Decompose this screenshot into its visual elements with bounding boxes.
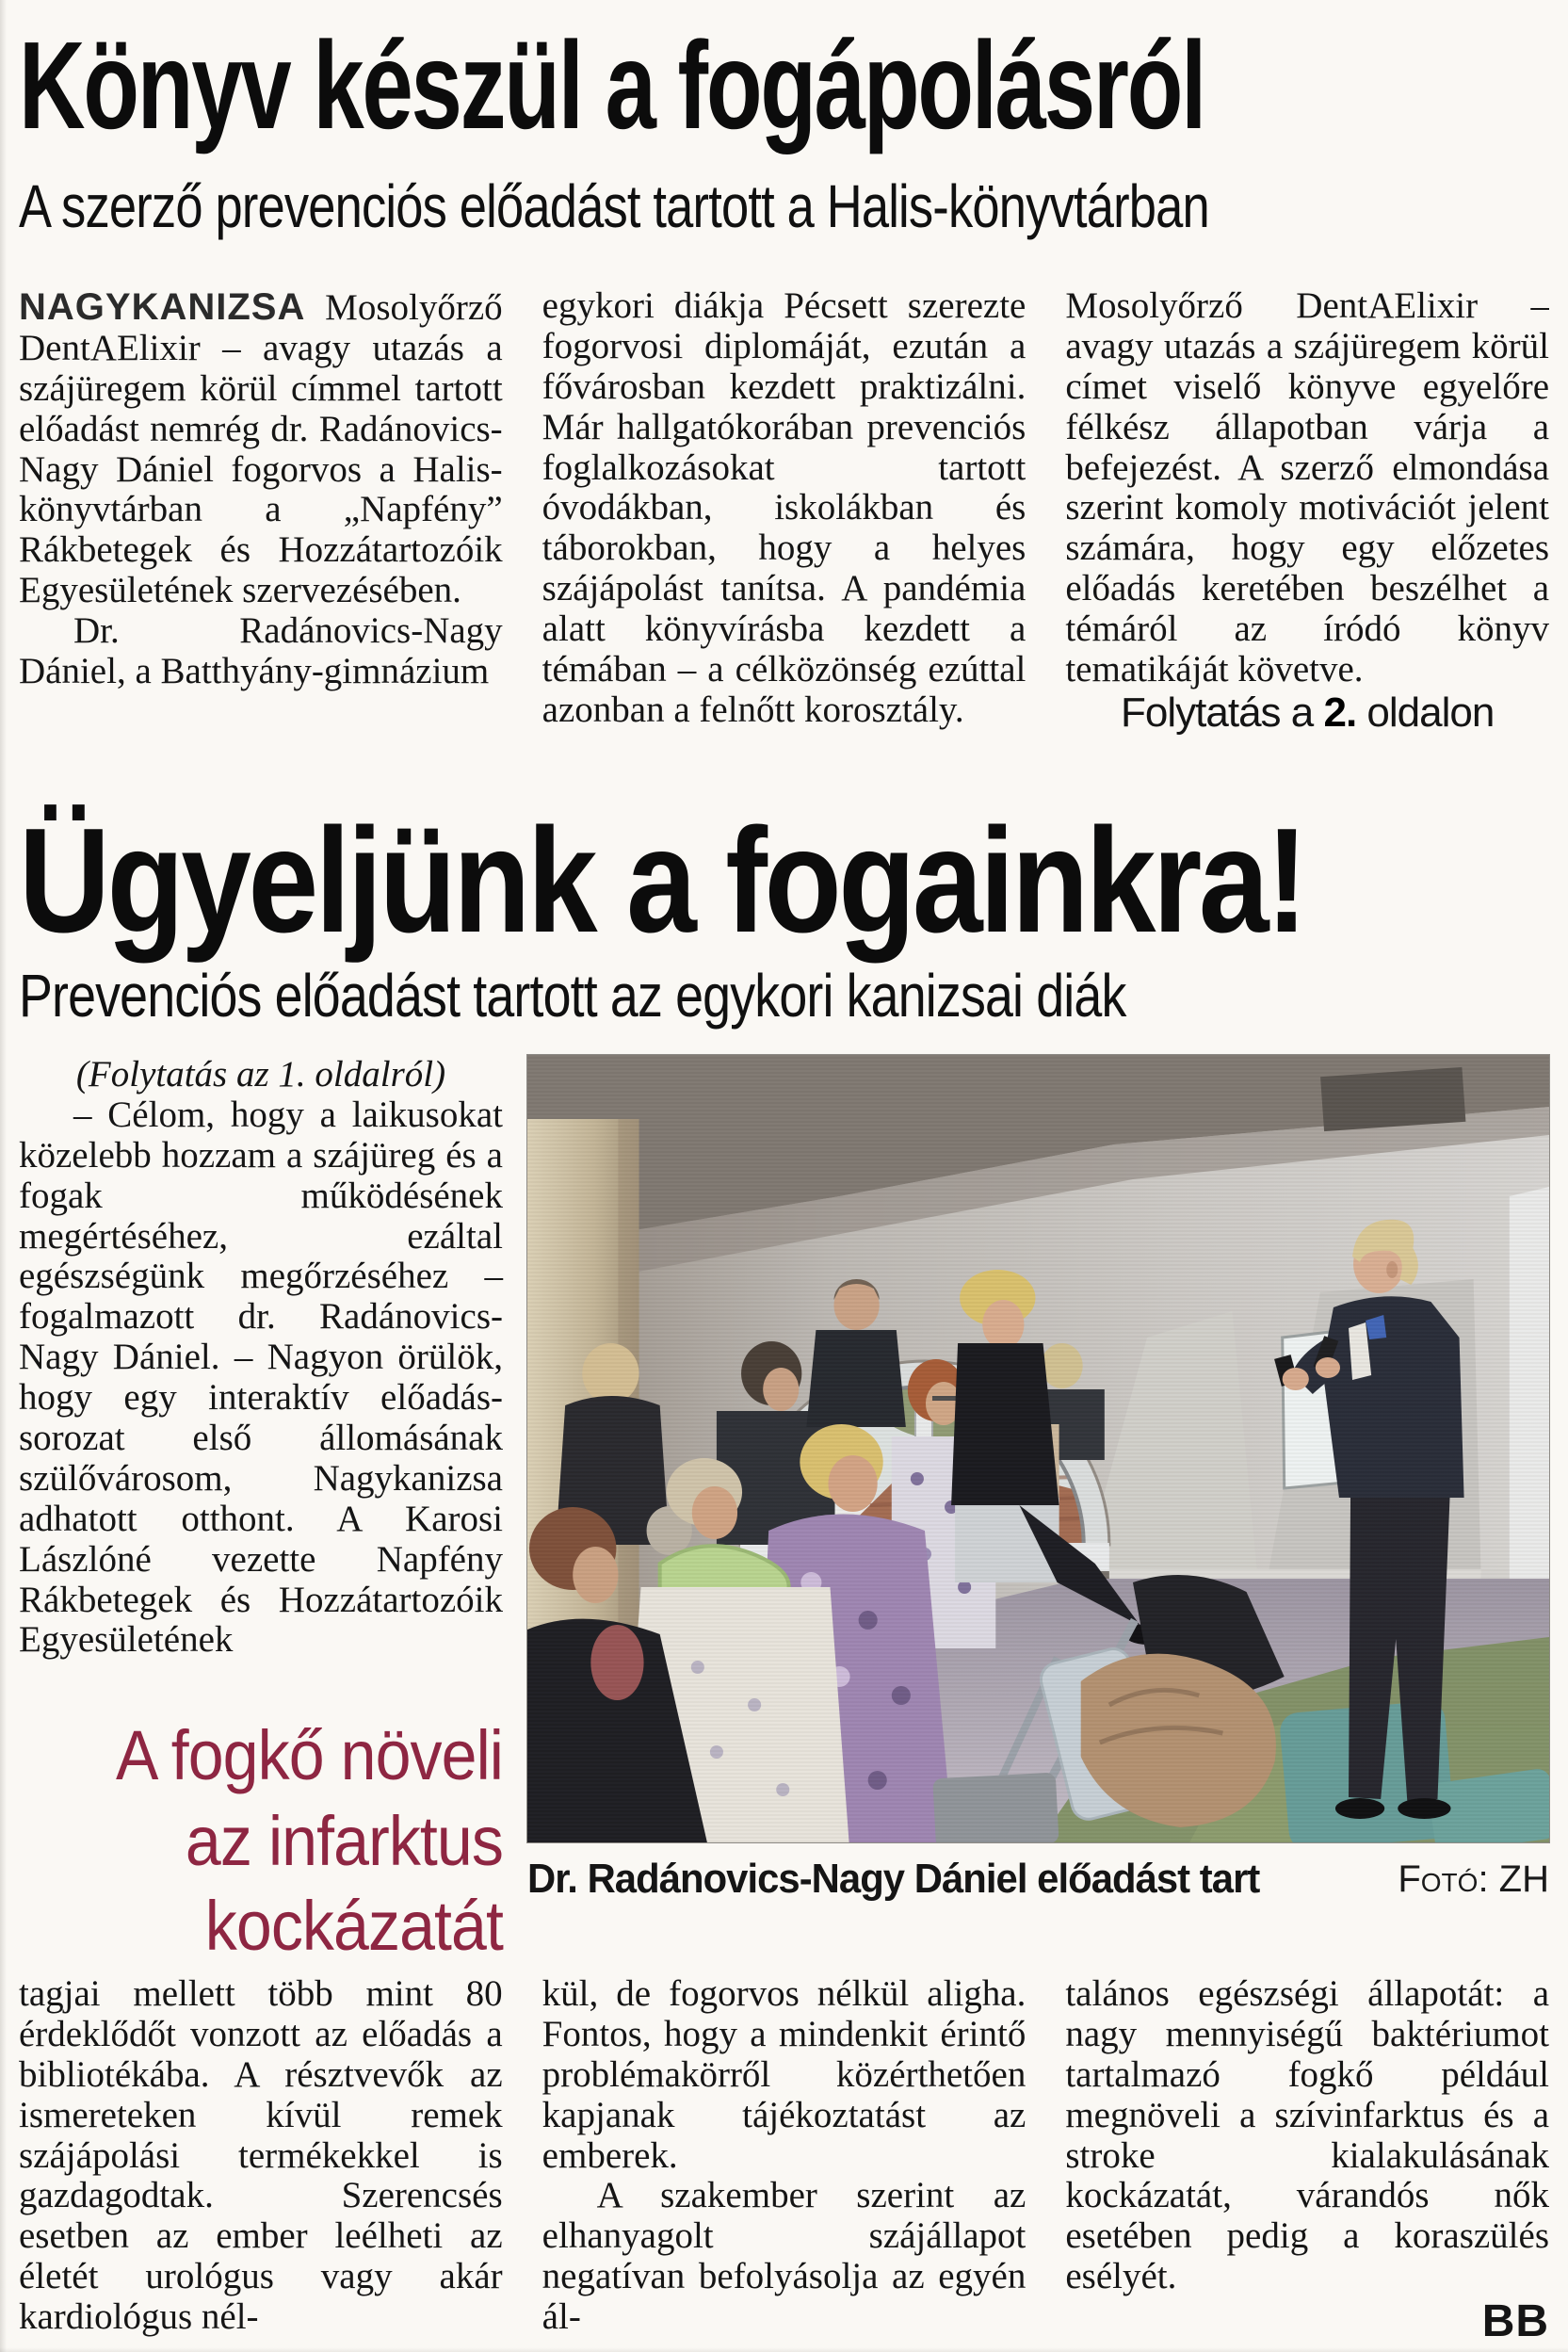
article1-headline: Könyv készül a fogápolásról [19,16,1205,154]
article1-subheadline-row [19,171,1549,243]
pull-quote [19,1713,503,1969]
author-initials: BB [1481,2296,1550,2347]
pull-quote-line: az infarktus [185,1801,503,1880]
article2-bottom-column-1 [19,1974,503,2351]
article2-subheadline: Prevenciós előadást tartott az egykori kanizsai diák [19,962,1126,1030]
continuation-page-number: 2. [1323,689,1357,736]
pull-quote-line: kockázatát [204,1886,503,1965]
article2-bottom-columns [19,1974,1549,2351]
article1-column-2 [542,286,1026,769]
paragraph: – Célom, hogy a laikusokat közelebb hozzam a szájüreg és a fogak működésének megértéséhez, ezáltal egészségünk megőrzéséhez – fogalmazott dr. Radánovics-Nagy Dániel. – Nagyon örülök, hogy egy interaktív előadás-sorozat első állomásának szülővárosom, Nagykanizsa adhatott otthont. A Karosi Lászlóné vezette Napfény Rákbetegek és Hozzátartozóik Egyesületének [19,1094,503,1661]
continuation-text: Folytatás a [1121,689,1324,736]
article2-body-row [19,1054,1549,1965]
lecture-photo [527,1055,1549,1842]
pull-quote-line: A fogkő növeli [115,1716,503,1795]
article2-column-1 [19,1054,503,1965]
paragraph: kül, de fogorvos nélkül aligha. Fontos, hogy a mindenkit érintő problémakörről közérthetően kapjanak tájékoztatást az emberek. [542,1974,1026,2176]
paragraph: Mosolyőrző DentAElixir – avagy utazás a szájüregem körül címet viselő könyve egyelőre félkész állapotban várja a befejezést. A szerző elmondása szerint komoly motivációt jelent számára, hogy egy előzetes előadás keretében beszélhet a témáról az íródó könyv tematikáját követve. [1065,286,1550,690]
article2-bottom-column-3 [1065,1974,1549,2351]
paragraph: Dr. Radánovics-Nagy Dániel, a Batthyány-gimnázium [19,610,503,692]
photo-block [527,1055,1549,1931]
article1-column-1 [19,286,503,769]
photo-caption-bar [527,1842,1549,1916]
paragraph: talános egészségi állapotát: a nagy mennyiségű baktériumot tartalmazó fogkő például megnöveli a szívinfarktus és a stroke kialakulásának kockázatát, várandós nők esetében pedig a koraszülés esélyét. [1065,1974,1550,2297]
paragraph: A szakember szerint az elhanyagolt szájállapot negatívan befolyásolja az egyén ál- [542,2175,1026,2338]
article2-subheadline-row [19,961,1549,1040]
article2-headline-row [19,798,1549,964]
article1-column-3 [1065,286,1549,769]
article1-columns [19,286,1549,769]
article1-lead-paragraph [19,286,503,611]
lead-text: Mosolyőrző DentAElixir – avagy utazás a szájüregem körül címmel tartott előadást nemrég dr. Radánovics-Nagy Dániel fogorvos a Halis-könyvtárban a „Napfény” Rákbetegek és Hozzátartozóik Egyesületének szervezésében. [19,287,503,611]
article1-headline-row [19,16,1549,162]
paragraph: egykori diákja Pécsett szerezte fogorvosi diplomáját, ezután a fővárosban kezdett praktizálni. Már hallgatókorában prevenciós foglalkozásokat tartott óvodákban, iskolákban és táborokban, hogy a helyes szájápolást tanítsa. A pandémia alatt könyvírásba kezdett a témában – a célközönség ezúttal azonban a felnőtt korosztály. [542,286,1026,730]
continued-from-note: (Folytatás az 1. oldalról) [75,1054,446,1095]
grey-chair [932,1773,1059,1842]
continuation-note [1065,690,1549,736]
photo-caption: Dr. Radánovics-Nagy Dániel előadást tart [527,1856,1260,1902]
paragraph: tagjai mellett több mint 80 érdeklődőt vonzott az előadás a bibliotékába. A résztvevők az ismereteken kívül remek szájápolási termékekkel is gazdagodtak. Szerencsés esetben az ember leélheti az életét urológus vagy akár kardiológus nél- [19,1974,503,2338]
article2-bottom-column-2 [542,1974,1026,2351]
photo-credit: Fotó: ZH [1398,1857,1549,1900]
article2-headline: Ügyeljünk a fogainkra! [19,798,1305,964]
continuation-text: oldalon [1356,689,1495,736]
dateline: NAGYKANIZSA [19,286,306,328]
ceiling-vent [1320,1067,1465,1131]
lecture-photo-illustration [527,1055,1549,1842]
article1-subheadline: A szerző prevenciós előadást tartott a Halis-könyvtárban [19,172,1209,240]
